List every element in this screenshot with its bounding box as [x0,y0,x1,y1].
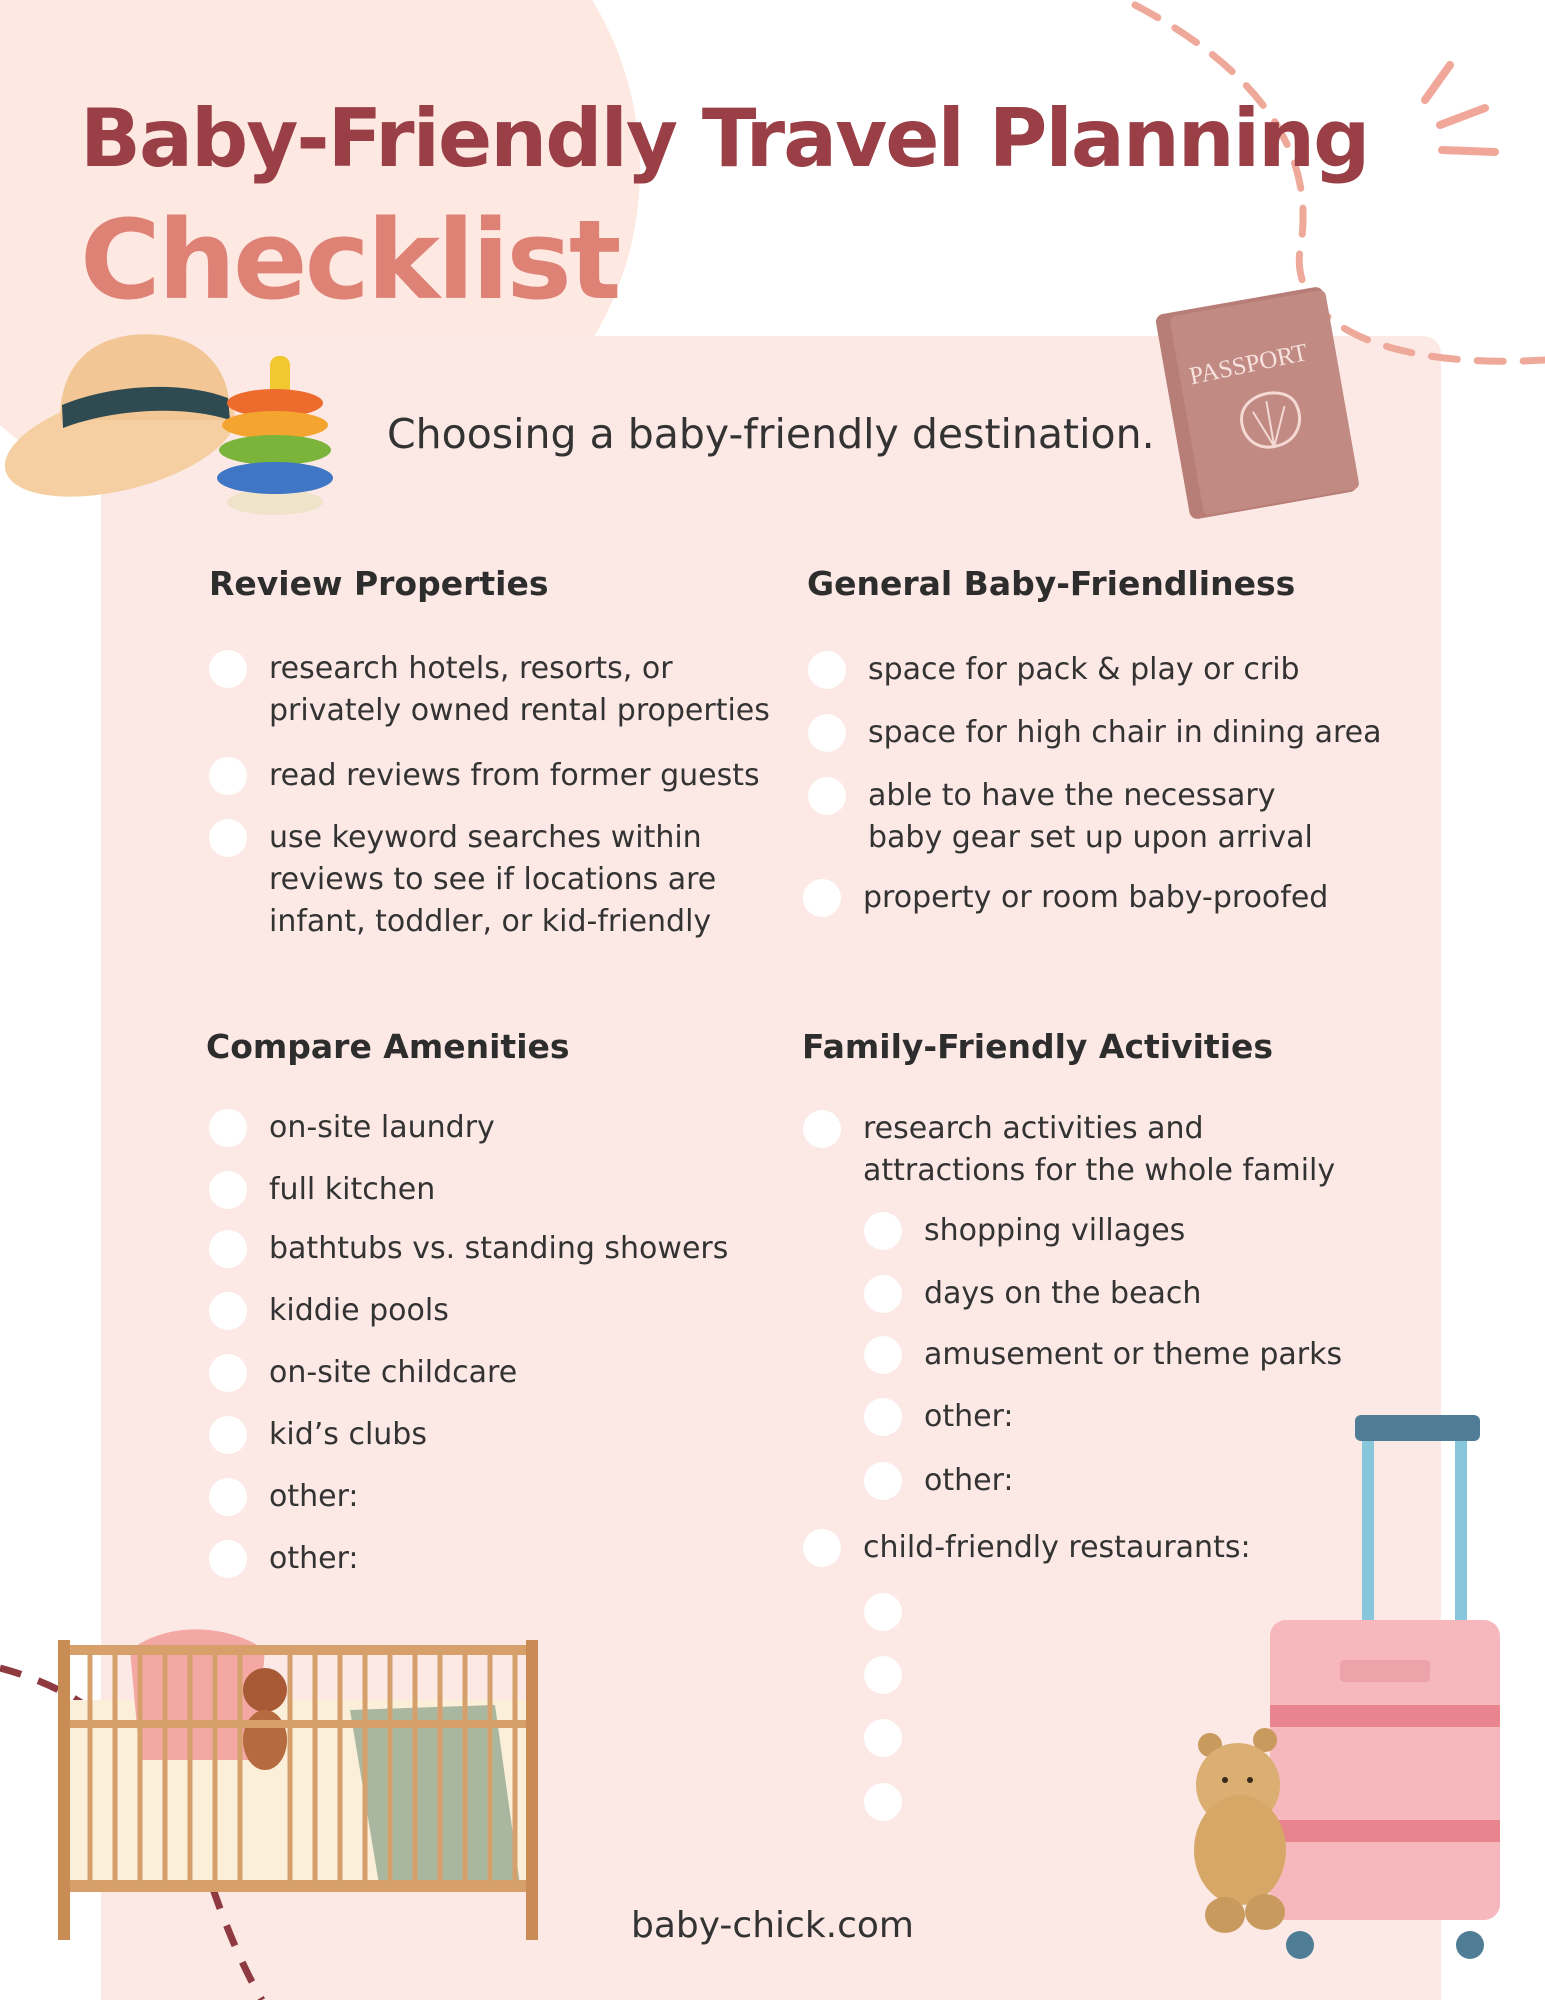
checklist-item[interactable] [209,1228,728,1270]
checklist-item[interactable] [209,1290,449,1332]
item-label: property or room baby-proofed [863,880,1329,915]
item-label: research activities and attractions for the whole family [863,1111,1336,1188]
checkbox[interactable] [209,819,247,857]
checklist-item[interactable] [803,1108,1335,1192]
checkbox[interactable] [864,1398,902,1436]
checklist-item[interactable] [209,1169,435,1211]
page-title-line1: Baby-Friendly Travel Planning [80,92,1369,185]
item-label: other: [924,1399,1014,1434]
checklist-item[interactable] [803,877,1328,919]
checkbox[interactable] [209,650,247,688]
item-label: other: [269,1479,359,1514]
item-label: other: [269,1541,359,1576]
blank-checklist-item[interactable] [864,1654,902,1694]
checklist-item[interactable] [808,775,1313,859]
checklist-item[interactable] [209,1538,359,1580]
checkbox[interactable] [864,1212,902,1250]
checklist-item[interactable] [803,1527,1251,1569]
item-label: shopping villages [924,1213,1186,1248]
checkbox[interactable] [803,879,841,917]
passport-icon [1155,285,1361,520]
checkbox[interactable] [864,1462,902,1500]
item-label: on-site laundry [269,1110,495,1145]
checkbox[interactable] [209,1478,247,1516]
checklist-item[interactable] [209,817,716,943]
item-label: amusement or theme parks [924,1337,1343,1372]
subtitle: Choosing a baby-friendly destination. [387,410,1155,458]
item-label: full kitchen [269,1172,436,1207]
checkbox[interactable] [803,1529,841,1567]
checkbox[interactable] [808,651,846,689]
checkbox[interactable] [209,1540,247,1578]
item-label: days on the beach [924,1276,1202,1311]
checklist-item[interactable] [209,1107,495,1149]
section-title-review-properties: Review Properties [209,564,549,603]
section-title-general-baby-friendliness: General Baby-Friendliness [807,564,1296,603]
checkbox[interactable] [808,714,846,752]
checklist-item[interactable] [209,755,760,797]
checkbox[interactable] [209,1354,247,1392]
sparkle-icon [1425,65,1495,152]
checkbox[interactable] [209,1416,247,1454]
checkbox[interactable] [209,1109,247,1147]
item-label: read reviews from former guests [269,758,760,793]
checkbox[interactable] [209,757,247,795]
section-title-family-friendly-activities: Family-Friendly Activities [802,1027,1274,1066]
checklist-sub-item[interactable] [864,1334,1342,1376]
section-title-compare-amenities: Compare Amenities [206,1027,570,1066]
checklist-sub-item[interactable] [864,1210,1185,1252]
item-label: on-site childcare [269,1355,518,1390]
checkbox[interactable] [864,1275,902,1313]
item-label: kiddie pools [269,1293,449,1328]
item-label: kid’s clubs [269,1417,427,1452]
item-label: bathtubs vs. standing showers [269,1231,729,1266]
checklist-sub-item[interactable] [864,1273,1201,1315]
checklist-item[interactable] [209,1414,427,1456]
checklist-item[interactable] [209,648,770,732]
item-label: use keyword searches within reviews to see if locations are infant, toddler, or kid-friendly [269,820,717,939]
suitcase-icon [1270,1415,1500,1959]
item-label: space for high chair in dining area [868,715,1382,750]
checkbox[interactable] [864,1719,902,1757]
item-label: other: [924,1463,1014,1498]
checkbox[interactable] [209,1171,247,1209]
page-title-line2: Checklist [80,196,619,324]
blank-checklist-item[interactable] [864,1717,902,1757]
checkbox[interactable] [808,777,846,815]
checkbox[interactable] [864,1783,902,1821]
checklist-item[interactable] [808,712,1381,754]
checkbox[interactable] [209,1292,247,1330]
stacking-toy-icon [217,356,333,515]
item-label: child-friendly restaurants: [863,1530,1251,1565]
hat-icon [0,334,246,517]
checkbox[interactable] [864,1656,902,1694]
checkbox[interactable] [803,1110,841,1148]
checklist-item[interactable] [209,1476,359,1518]
footer-url[interactable]: baby-chick.com [630,1905,914,1946]
blank-checklist-item[interactable] [864,1781,902,1821]
checklist-sub-item[interactable] [864,1460,1014,1502]
item-label: research hotels, resorts, or privately owned rental properties [269,651,770,728]
checkbox[interactable] [209,1230,247,1268]
checkbox[interactable] [864,1336,902,1374]
checkbox[interactable] [864,1593,902,1631]
checklist-item[interactable] [209,1352,517,1394]
checklist-sub-item[interactable] [864,1396,1014,1438]
passport-label: PASSPORT [1187,338,1310,391]
item-label: able to have the necessary baby gear set up upon arrival [868,778,1313,855]
blank-checklist-item[interactable] [864,1591,902,1631]
item-label: space for pack & play or crib [868,652,1300,687]
checklist-item[interactable] [808,649,1300,691]
